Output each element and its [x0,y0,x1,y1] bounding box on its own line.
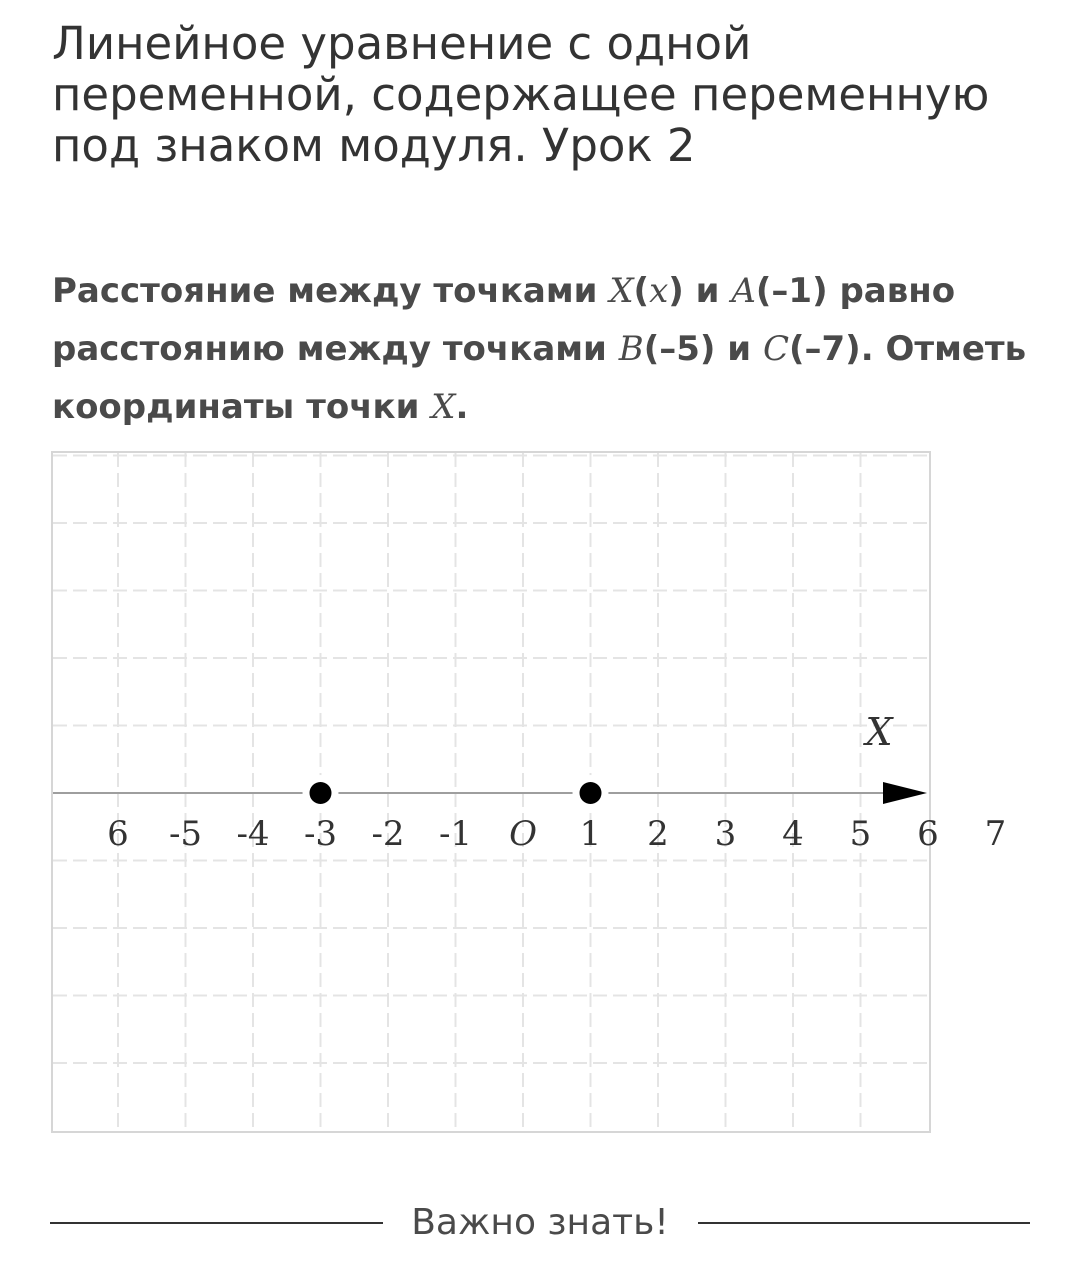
tick-label: 3 [714,814,737,854]
tick-label: 6 [917,814,939,854]
task-text [52,262,1042,436]
math-point-a: A [731,271,756,311]
task-text-part: . [455,387,469,427]
task-text-part: (–7). Отметь координаты точки [52,329,1027,427]
important-section [50,1195,1030,1251]
marked-point[interactable] [580,782,602,804]
tick-label: 7 [984,814,1007,854]
number-line-svg[interactable] [53,453,1007,1131]
important-link[interactable]: Важно знать! [411,1202,669,1243]
task-text-part: ) и [668,271,732,311]
tick-label: -3 [303,814,338,854]
tick-label: -5 [168,814,203,854]
tick-label: -4 [236,814,270,854]
tick-label: 4 [782,814,804,854]
arrow-icon [883,782,927,804]
math-point-x: X [431,387,456,427]
origin-label: O [509,814,537,854]
tick-label: -1 [438,814,473,854]
number-line-board[interactable] [51,451,1007,1133]
math-variable-x: x [649,271,669,311]
task-text-part: (–1) равно расстоянию между точками [52,271,956,369]
axis-label: X [865,710,893,754]
divider-right [698,1222,1030,1224]
task-text-part: ( [633,271,650,311]
math-point-b: B [618,329,644,369]
tick-label: 1 [579,814,602,854]
tick-label: 2 [647,814,669,854]
divider-left [50,1222,383,1224]
math-point-c: C [762,329,789,369]
lesson-title: Линейное уравнение с одной переменной, содержащее переменную под знаком модуля. Урок 2 [52,17,990,172]
tick-label: 6 [107,814,129,854]
task-text-part: (–5) и [643,329,763,369]
tick-label: -2 [371,814,405,854]
math-point-x: X [609,271,634,311]
tick-label: 5 [849,814,872,854]
task-text-part: Расстояние между точками [52,271,610,311]
marked-point[interactable] [310,782,332,804]
